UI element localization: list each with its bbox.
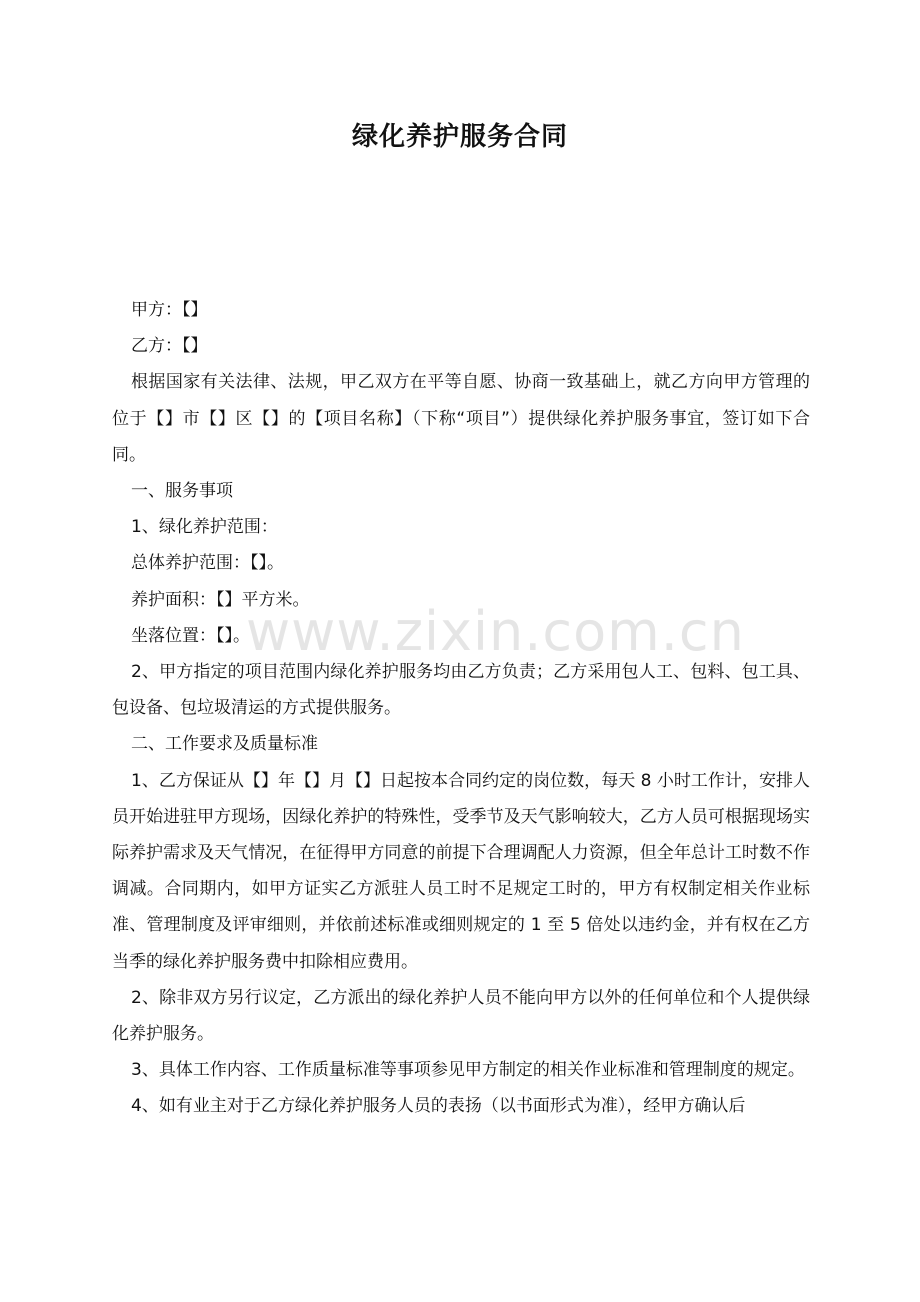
- clause-exclusivity: 2、除非双方另行议定，乙方派出的绿化养护人员不能向甲方以外的任何单位和个人提供绿化养护服务。: [112, 987, 810, 1045]
- clause-standards: 3、具体工作内容、工作质量标准等事项参见甲方制定的相关作业标准和管理制度的规定。: [131, 1060, 805, 1081]
- clause-total-scope: 总体养护范围：【】。: [131, 553, 284, 574]
- clause-responsibility: 2、甲方指定的项目范围内绿化养护服务均由乙方负责；乙方采用包人工、包料、包工具、包设备、包垃圾清运的方式提供服务。: [112, 662, 810, 719]
- clause-location: 坐落位置：【】。: [131, 625, 250, 646]
- party-a-line: 甲方：【】: [131, 300, 208, 320]
- clause-area: 养护面积：【】平方米。: [131, 589, 310, 610]
- section-heading-services: 一、服务事项: [131, 481, 233, 502]
- clause-commendation: 4、如有业主对于乙方绿化养护服务人员的表扬（以书面形式为准），经甲方确认后: [131, 1096, 746, 1117]
- clause-scope-heading: 1、绿化养护范围：: [131, 517, 278, 538]
- section-heading-requirements: 二、工作要求及质量标准: [131, 734, 318, 755]
- clause-staffing: 1、乙方保证从【】年【】月【】日起按本合同约定的岗位数，每天 8 小时工作计，安排人员开始进驻甲方现场，因绿化养护的特殊性，受季节及天气影响较大，乙方人员可根据现场实际养护需求及天气情况，在征得甲方同意的前提下合理调配人力资源，但全年总计工时数不作调减。合同期内，如甲方证实乙方派驻人员工时不足规定工时的，甲方有权制定相关作业标准、管理制度及评审细则，并依前述标准或细则规定的 1 至 5 倍处以违约金，并有权在乙方当季的绿化养护服务费中扣除相应费用。: [112, 770, 810, 972]
- preamble-paragraph: 根据国家有关法律、法规，甲乙双方在平等自愿、协商一致基础上，就乙方向甲方管理的位于【】市【】区【】的【项目名称】（下称“项目”）提供绿化养护服务事宜，签订如下合同。: [112, 372, 810, 465]
- party-b-line: 乙方：【】: [131, 336, 208, 357]
- page-title: 绿化养护服务合同: [351, 122, 568, 152]
- document-body: [112, 292, 810, 1125]
- watermark-text: www.zixin.com.cn: [246, 600, 745, 663]
